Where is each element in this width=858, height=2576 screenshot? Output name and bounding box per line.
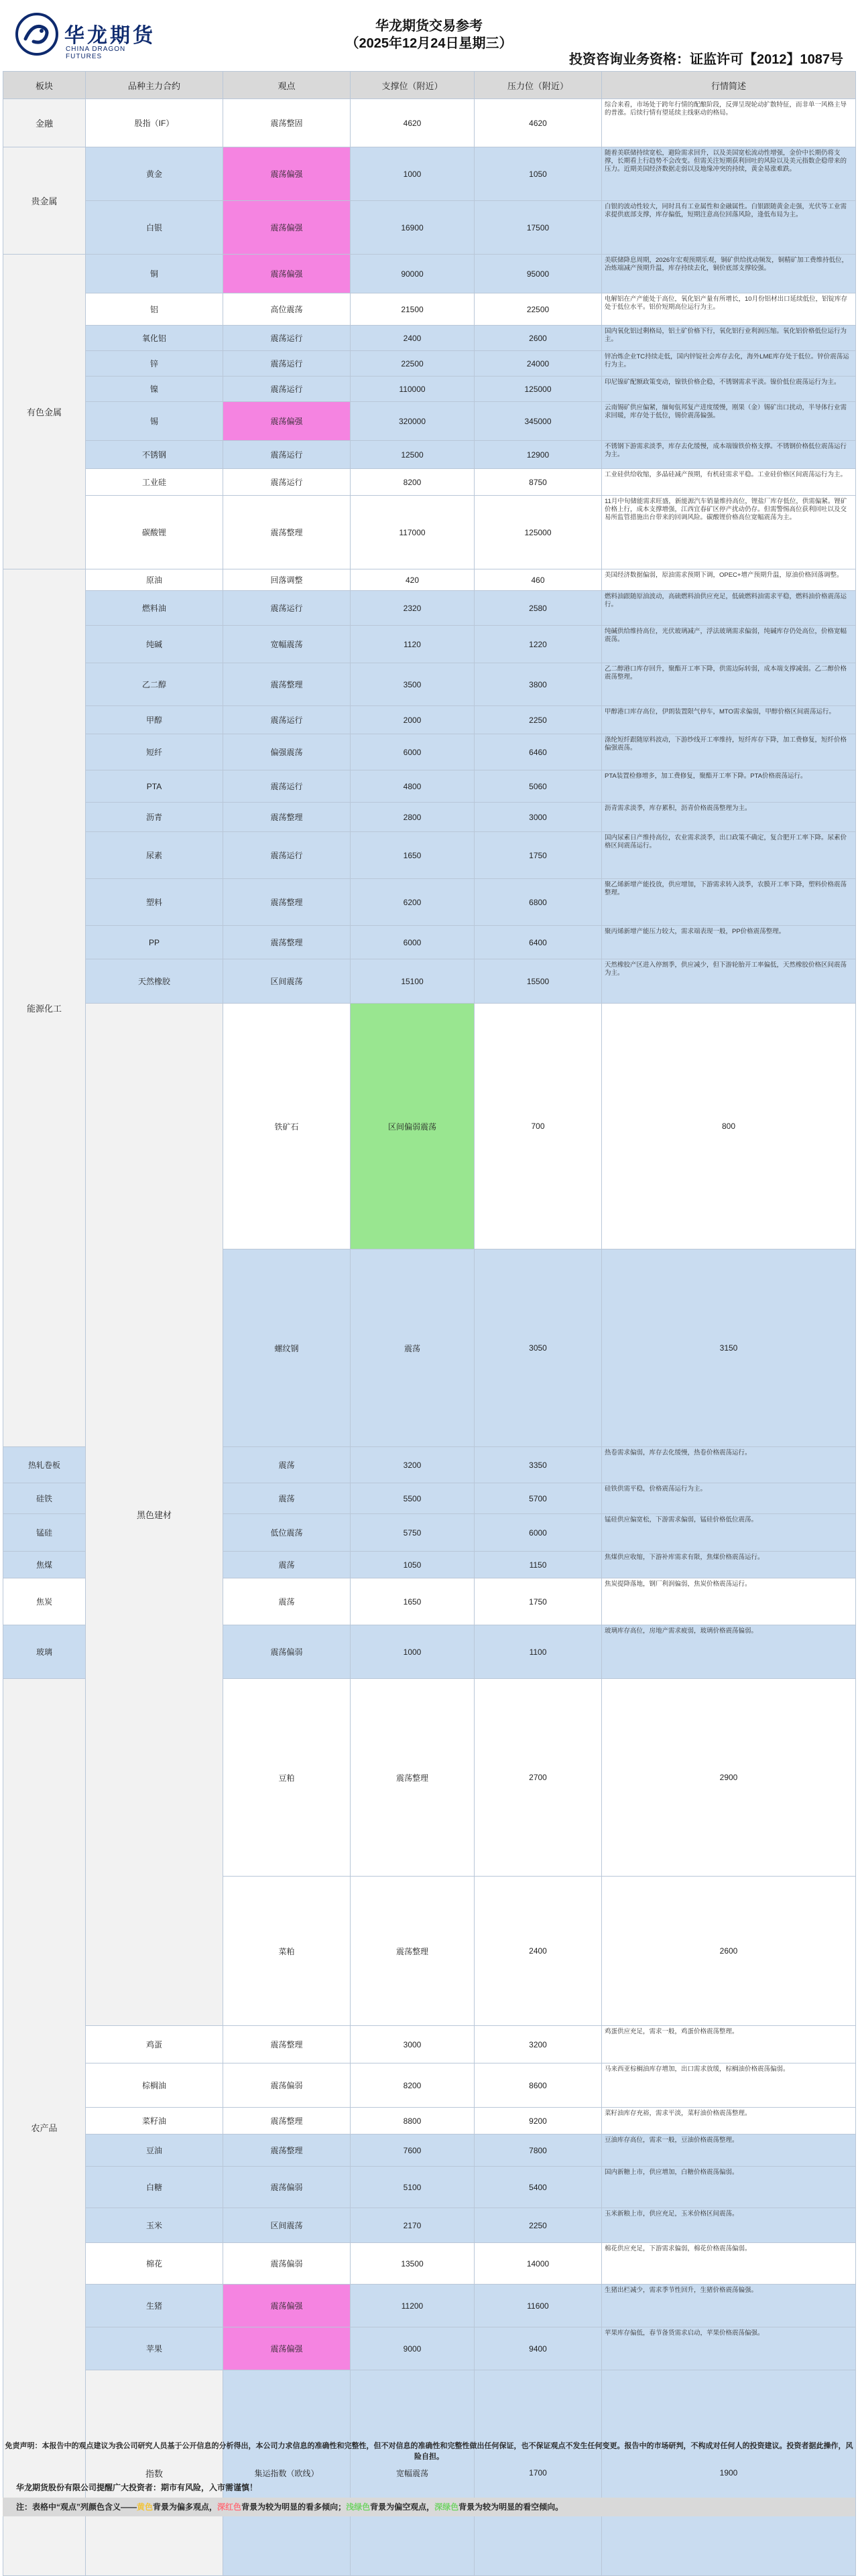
table-row [3,959,856,1004]
view-cell: 震荡整理 [351,1679,475,1877]
description-cell: 棉花供应充足，下游需求偏弱，棉花价格震荡偏弱。 [602,2243,856,2285]
description-cell: 鸡蛋供应充足，需求一般，鸡蛋价格震荡整理。 [602,2026,856,2063]
view-cell: 震荡整理 [223,663,351,706]
legend-dark-green: 深绿色 [434,2502,459,2512]
resistance-cell: 5700 [475,1483,602,1514]
legend-prefix: 注：表格中“观点”列颜色含义—— [16,2502,137,2512]
table-row [3,734,856,770]
view-cell: 宽幅震荡 [223,626,351,663]
color-legend [3,2498,855,2516]
legend-green: 浅绿色 [346,2502,371,2512]
sector-cell: 农产品 [3,1679,86,2576]
support-cell: 2320 [351,591,475,626]
view-cell: 震荡偏弱 [223,2063,351,2108]
table-row [3,2108,856,2134]
support-cell: 9000 [351,2327,475,2370]
resistance-cell: 800 [602,1004,856,1249]
description-cell: 不锈钢下游需求淡季，库存去化缓慢，成本端镍铁价格支撑。不锈钢价格低位震荡运行为主。 [602,441,856,469]
description-cell: 生猪出栏减少，需求季节性回升，生猪价格震荡偏强。 [602,2285,856,2327]
variety-cell: 白糖 [86,2167,223,2208]
table-row [3,2208,856,2243]
support-cell: 2800 [351,803,475,832]
support-cell: 21500 [351,293,475,326]
table-row [3,2370,856,2576]
variety-cell: 焦煤 [3,1552,86,1578]
variety-cell: 天然橡胶 [86,959,223,1004]
view-cell: 震荡偏强 [223,255,351,293]
resistance-cell: 2900 [602,1679,856,1877]
variety-cell: 锡 [86,402,223,441]
support-cell: 700 [475,1004,602,1249]
description-cell: 沥青需求淡季，库存累积，沥青价格震荡整理为主。 [602,803,856,832]
table-row [3,496,856,569]
variety-cell: 玻璃 [3,1625,86,1679]
view-cell: 震荡 [223,1447,351,1483]
resistance-cell: 9400 [475,2327,602,2370]
legend-dark-green-text: 背景为较为明显的看空倾向。 [458,2502,564,2512]
table-header-row [3,72,856,99]
variety-cell: 股指（IF） [86,99,223,147]
support-cell: 5100 [351,2167,475,2208]
view-cell: 震荡偏强 [223,2285,351,2327]
resistance-cell: 125000 [475,377,602,402]
column-header-description: 行情简述 [602,72,856,99]
table-row [3,2327,856,2370]
table-row [3,441,856,469]
description-cell: 锌冶炼企业TC持续走低，国内锌锭社会库存去化，海外LME库存处于低位。锌价震荡运行为主。 [602,351,856,377]
variety-cell: 氧化铝 [86,326,223,351]
variety-cell: 铝 [86,293,223,326]
view-cell: 高位震荡 [223,293,351,326]
resistance-cell: 125000 [475,496,602,569]
variety-cell: 乙二醇 [86,663,223,706]
table-row [3,2026,856,2063]
resistance-cell: 22500 [475,293,602,326]
description-cell: 锰硅供应偏宽松，下游需求偏弱，锰硅价格低位震荡。 [602,1514,856,1552]
description-cell: 纯碱供给维持高位，光伏玻璃减产，浮法玻璃需求偏弱，纯碱库存仍处高位，价格宽幅震荡。 [602,626,856,663]
support-cell: 6200 [351,879,475,926]
description-cell: 焦炭提降落地，钢厂利润偏弱，焦炭价格震荡运行。 [602,1578,856,1625]
variety-cell: 黄金 [86,147,223,201]
resistance-cell: 17500 [475,201,602,255]
resistance-cell: 3800 [475,663,602,706]
variety-cell: 热轧卷板 [3,1447,86,1483]
view-cell: 震荡偏强 [223,402,351,441]
variety-cell: 豆粕 [223,1679,351,1877]
resistance-cell: 2250 [475,706,602,734]
support-cell: 1120 [351,626,475,663]
resistance-cell: 7800 [475,2134,602,2167]
support-cell: 8800 [351,2108,475,2134]
table-row [3,326,856,351]
view-cell: 震荡运行 [223,469,351,496]
resistance-cell: 4620 [475,99,602,147]
resistance-cell: 1150 [475,1552,602,1578]
report-date: （2025年12月24日星期三） [345,36,513,51]
table-body [3,99,856,2576]
variety-cell: 集运指数（欧线） [223,2370,351,2576]
view-cell: 震荡偏弱 [223,2243,351,2285]
support-cell: 2400 [351,326,475,351]
description-cell: 美联储降息周期，2026年宏观预期乐观，铜矿供给扰动频发，铜精矿加工费维持低位，冶炼端减产预期升温，库存持续去化，铜价底部支撑较强。 [602,255,856,293]
resistance-cell: 14000 [475,2243,602,2285]
sector-cell: 黑色建材 [86,1004,223,2026]
table-row [3,2134,856,2167]
description-cell: 11月中旬储能需求旺盛，新能源汽车销量维持高位，锂盐厂库存低位，供需偏紧。锂矿价格上行，成本支撑增强，江西宜春矿区停产扰动仍存。但需警惕高位获利回吐以及交易所监管措施出台带来的回调风险。碳酸锂价格高位宽幅震荡为主。 [602,496,856,569]
view-cell: 区间震荡 [223,2208,351,2243]
view-cell: 震荡偏弱 [223,2167,351,2208]
resistance-cell: 3000 [475,803,602,832]
qualification-text: 投资咨询业务资格：证监许可【2012】1087号 [569,52,843,67]
resistance-cell: 2600 [475,326,602,351]
view-cell: 震荡运行 [223,377,351,402]
support-cell: 3050 [475,1249,602,1447]
support-cell: 4620 [351,99,475,147]
table-row [3,2285,856,2327]
view-cell: 震荡 [223,1578,351,1625]
variety-cell: PTA [86,770,223,803]
resistance-cell: 1750 [475,1578,602,1625]
description-cell: 综合来看，市场处于跨年行情的配酿阶段，反弹呈现轮动扩散特征，而非单一风格主导的普涨。后续行情有望延续主线驱动的格局。 [602,99,856,147]
description-cell: PTA装置检修增多，加工费修复，聚酯开工率下降。PTA价格震荡运行。 [602,770,856,803]
variety-cell: 焦炭 [3,1578,86,1625]
description-cell: 焦煤供应收缩，下游补库需求有限，焦煤价格震荡运行。 [602,1552,856,1578]
table-row [3,879,856,926]
table-row [3,351,856,377]
variety-cell: 菜粕 [223,1877,351,2026]
resistance-cell: 3350 [475,1447,602,1483]
column-header-view: 观点 [223,72,351,99]
description-cell: 乙二醇港口库存回升，聚酯开工率下降，供需边际转弱，成本端支撑减弱。乙二醇价格震荡整理。 [602,663,856,706]
variety-cell: 铁矿石 [223,1004,351,1249]
view-cell: 震荡整理 [223,879,351,926]
support-cell: 7600 [351,2134,475,2167]
variety-cell: 不锈钢 [86,441,223,469]
support-cell: 22500 [351,351,475,377]
variety-cell: 原油 [86,569,223,591]
view-cell: 震荡运行 [223,441,351,469]
risk-warning: 华龙期货股份有限公司提醒广大投资者：期市有风险，入市需谨慎！ [16,2483,258,2492]
description-cell: 硅铁供需平稳，价格震荡运行为主。 [602,1483,856,1514]
support-cell: 3200 [351,1447,475,1483]
description-cell: 白银的波动性较大，同时具有工业属性和金融属性。白银跟随黄金走强，光伏等工业需求提供底部支撑，库存偏低，短期注意高位回落风险，逢低布局为主。 [602,201,856,255]
legend-red-text: 背景为较为明显的看多倾向； [241,2502,347,2512]
variety-cell: 鸡蛋 [86,2026,223,2063]
table-row [3,706,856,734]
support-cell: 1000 [351,147,475,201]
column-header-variety: 品种主力合约 [86,72,223,99]
support-cell: 6000 [351,926,475,959]
variety-cell: 硅铁 [3,1483,86,1514]
view-cell: 震荡偏强 [223,2327,351,2370]
resistance-cell: 3150 [602,1249,856,1447]
table-row [3,99,856,147]
logo-text-en: CHINA DRAGON FUTURES [66,46,126,60]
support-cell: 2700 [475,1679,602,1877]
variety-cell: 锰硅 [3,1514,86,1552]
support-cell: 1700 [475,2370,602,2576]
table-row [3,2243,856,2285]
variety-cell: 尿素 [86,832,223,879]
variety-cell: 工业硅 [86,469,223,496]
column-header-sector: 板块 [3,72,86,99]
support-cell: 15100 [351,959,475,1004]
variety-cell: 白银 [86,201,223,255]
resistance-cell: 15500 [475,959,602,1004]
table-row [3,402,856,441]
table-row [3,770,856,803]
variety-cell: 甲醇 [86,706,223,734]
resistance-cell: 1220 [475,626,602,663]
description-cell: 豆油库存高位，需求一般，豆油价格震荡整理。 [602,2134,856,2167]
view-cell: 区间偏弱震荡 [351,1004,475,1249]
support-cell: 117000 [351,496,475,569]
resistance-cell: 6400 [475,926,602,959]
resistance-cell: 6800 [475,879,602,926]
variety-cell: 纯碱 [86,626,223,663]
view-cell: 偏强震荡 [223,734,351,770]
trading-reference-table [3,71,856,2576]
description-cell: 印尼镍矿配额政策变动，镍铁价格企稳，不锈钢需求平淡。镍价低位震荡运行为主。 [602,377,856,402]
variety-cell: 沥青 [86,803,223,832]
sector-cell: 能源化工 [3,569,86,1447]
variety-cell: 菜籽油 [86,2108,223,2134]
resistance-cell: 2250 [475,2208,602,2243]
view-cell: 震荡整理 [351,1877,475,2026]
table-row [3,377,856,402]
description-cell: 菜籽油库存充裕，需求平淡，菜籽油价格震荡整理。 [602,2108,856,2134]
variety-cell: 生猪 [86,2285,223,2327]
support-cell: 2170 [351,2208,475,2243]
variety-cell: 棉花 [86,2243,223,2285]
description-cell: 电解铝在产产能处于高位，氧化铝产量有所增长，10月份铝材出口延续低位，铝锭库存处于低位水平。铝价短期高位运行为主。 [602,293,856,326]
description-cell: 燃料油跟随原油波动，高硫燃料油供应充足，低硫燃料油需求平稳，燃料油价格震荡运行。 [602,591,856,626]
resistance-cell: 1750 [475,832,602,879]
resistance-cell: 12900 [475,441,602,469]
variety-cell: 短纤 [86,734,223,770]
variety-cell: 锌 [86,351,223,377]
resistance-cell: 24000 [475,351,602,377]
description-cell: 美国经济数据偏弱，原油需求预期下调，OPEC+增产预期升温，原油价格回落调整。 [602,569,856,591]
column-header-support: 支撑位（附近） [351,72,475,99]
table-row [3,663,856,706]
resistance-cell: 5060 [475,770,602,803]
resistance-cell: 95000 [475,255,602,293]
description-cell: 工业硅供给收缩，多晶硅减产预期，有机硅需求平稳。工业硅价格区间震荡运行为主。 [602,469,856,496]
support-cell: 3000 [351,2026,475,2063]
table-row [3,591,856,626]
resistance-cell: 3200 [475,2026,602,2063]
description-cell: 云南锡矿供应偏紧，缅甸佤邦复产进度缓慢，刚果（金）锡矿出口扰动，半导体行业需求回暖，库存处于低位，锡价震荡偏强。 [602,402,856,441]
description-cell: 涤纶短纤跟随原料波动，下游纱线开工率维持，短纤库存下降，加工费修复，短纤价格偏强震荡。 [602,734,856,770]
table-row [3,2167,856,2208]
support-cell: 13500 [351,2243,475,2285]
sector-cell: 有色金属 [3,255,86,569]
view-cell: 震荡偏强 [223,147,351,201]
table-row [3,832,856,879]
table-row [3,1004,856,1249]
support-cell: 5500 [351,1483,475,1514]
legend-yellow-text: 背景为偏多观点， [153,2502,218,2512]
variety-cell: 螺纹钢 [223,1249,351,1447]
variety-cell: 玉米 [86,2208,223,2243]
support-cell: 110000 [351,377,475,402]
description-cell: 国内氧化铝过剩格局，铝土矿价格下行，氧化铝行业利润压缩。氧化铝价格低位运行为主。 [602,326,856,351]
table-row [3,147,856,201]
resistance-cell: 1100 [475,1625,602,1679]
support-cell: 90000 [351,255,475,293]
view-cell: 震荡运行 [223,591,351,626]
table-row [3,569,856,591]
support-cell: 1050 [351,1552,475,1578]
disclaimer: 免责声明：本报告中的观点建议为我公司研究人员基于公开信息的分析得出，本公司力求信息的准确性和完整性，但不对信息的准确性和完整性做出任何保证，也不保证观点不发生任何变更。报告中的市场研判，不构成对任何人的投资建议。投资者据此操作，风险自担。 [5,2442,853,2461]
variety-cell: PP [86,926,223,959]
table-row [3,255,856,293]
description-cell: 甲醇港口库存高位，伊朗装置限气停车，MTO需求偏弱，甲醇价格区间震荡运行。 [602,706,856,734]
view-cell: 震荡运行 [223,351,351,377]
logo-text-cn: 华龙期货 [64,25,156,47]
view-cell: 震荡整理 [223,2134,351,2167]
description-cell: 聚丙烯新增产能压力较大，需求端表现一般，PP价格震荡整理。 [602,926,856,959]
sector-cell: 金融 [3,99,86,147]
description-cell: 玉米新粮上市，供应充足，玉米价格区间震荡。 [602,2208,856,2243]
support-cell: 420 [351,569,475,591]
view-cell: 震荡运行 [223,770,351,803]
table-row [3,626,856,663]
view-cell: 震荡偏强 [223,201,351,255]
description-cell: 马来西亚棕榈油库存增加，出口需求放缓，棕榈油价格震荡偏弱。 [602,2063,856,2108]
resistance-cell: 9200 [475,2108,602,2134]
resistance-cell: 460 [475,569,602,591]
table-row [3,293,856,326]
description-cell: 聚乙烯新增产能投放，供应增加，下游需求转入淡季，农膜开工率下降，塑料价格震荡整理。 [602,879,856,926]
support-cell: 5750 [351,1514,475,1552]
view-cell: 回落调整 [223,569,351,591]
view-cell: 低位震荡 [223,1514,351,1552]
table-row [3,2063,856,2108]
support-cell: 2400 [475,1877,602,2026]
view-cell: 震荡 [223,1552,351,1578]
description-cell: 苹果库存偏低，春节备货需求启动，苹果价格震荡偏强。 [602,2327,856,2370]
description-cell: 热卷需求偏弱，库存去化缓慢，热卷价格震荡运行。 [602,1447,856,1483]
view-cell: 震荡整固 [223,99,351,147]
support-cell: 2000 [351,706,475,734]
resistance-cell: 1900 [602,2370,856,2576]
resistance-cell: 6000 [475,1514,602,1552]
resistance-cell: 11600 [475,2285,602,2327]
view-cell: 震荡偏弱 [223,1625,351,1679]
view-cell: 震荡整理 [223,2108,351,2134]
view-cell: 震荡 [223,1483,351,1514]
resistance-cell: 1050 [475,147,602,201]
table-row [3,201,856,255]
support-cell: 4800 [351,770,475,803]
legend-red: 深红色 [217,2502,242,2512]
variety-cell: 碳酸锂 [86,496,223,569]
support-cell: 3500 [351,663,475,706]
view-cell: 震荡整理 [223,926,351,959]
legend-green-text: 背景为偏空观点， [370,2502,435,2512]
view-cell: 宽幅震荡 [351,2370,475,2576]
view-cell: 震荡 [351,1249,475,1447]
variety-cell: 豆油 [86,2134,223,2167]
support-cell: 1650 [351,832,475,879]
report-title: 华龙期货交易参考 [375,19,483,33]
description-cell: 随着美联储持续宽松，避险需求回升，以及美国宽松流动性增强，金价中长期仍将支撑，长期看上行趋势不会改变。但需关注短期获利回吐的风险以及美元指数企稳带来的压力。近期美国经济数据走弱以及地缘冲突的持续，黄金易涨难跌。 [602,147,856,201]
description-cell: 国内新糖上市，供应增加，白糖价格震荡偏弱。 [602,2167,856,2208]
resistance-cell: 2580 [475,591,602,626]
view-cell: 震荡整理 [223,496,351,569]
support-cell: 8200 [351,2063,475,2108]
support-cell: 12500 [351,441,475,469]
support-cell: 1650 [351,1578,475,1625]
resistance-cell: 345000 [475,402,602,441]
description-cell: 天然橡胶产区进入停割季，供应减少，但下游轮胎开工率偏低，天然橡胶价格区间震荡为主。 [602,959,856,1004]
variety-cell: 燃料油 [86,591,223,626]
support-cell: 1000 [351,1625,475,1679]
description-cell: 国内尿素日产维持高位，农业需求淡季，出口政策不确定，复合肥开工率下降。尿素价格区间震荡运行。 [602,832,856,879]
variety-cell: 塑料 [86,879,223,926]
view-cell: 震荡整理 [223,2026,351,2063]
view-cell: 震荡整理 [223,803,351,832]
resistance-cell: 5400 [475,2167,602,2208]
support-cell: 8200 [351,469,475,496]
description-cell: 玻璃库存高位，房地产需求疲弱，玻璃价格震荡偏弱。 [602,1625,856,1679]
variety-cell: 苹果 [86,2327,223,2370]
view-cell: 区间震荡 [223,959,351,1004]
legend-yellow: 黄色 [137,2502,154,2512]
view-cell: 震荡运行 [223,832,351,879]
sector-cell: 指数 [86,2370,223,2576]
table-row [3,469,856,496]
support-cell: 16900 [351,201,475,255]
sector-cell: 贵金属 [3,147,86,255]
support-cell: 6000 [351,734,475,770]
table-row [3,926,856,959]
table-row [3,803,856,832]
resistance-cell: 8600 [475,2063,602,2108]
view-cell: 震荡运行 [223,326,351,351]
support-cell: 11200 [351,2285,475,2327]
variety-cell: 镍 [86,377,223,402]
resistance-cell: 6460 [475,734,602,770]
column-header-resistance: 压力位（附近） [475,72,602,99]
report-header [0,0,858,71]
view-cell: 震荡运行 [223,706,351,734]
resistance-cell: 2600 [602,1877,856,2026]
support-cell: 320000 [351,402,475,441]
variety-cell: 棕榈油 [86,2063,223,2108]
variety-cell: 铜 [86,255,223,293]
resistance-cell: 8750 [475,469,602,496]
